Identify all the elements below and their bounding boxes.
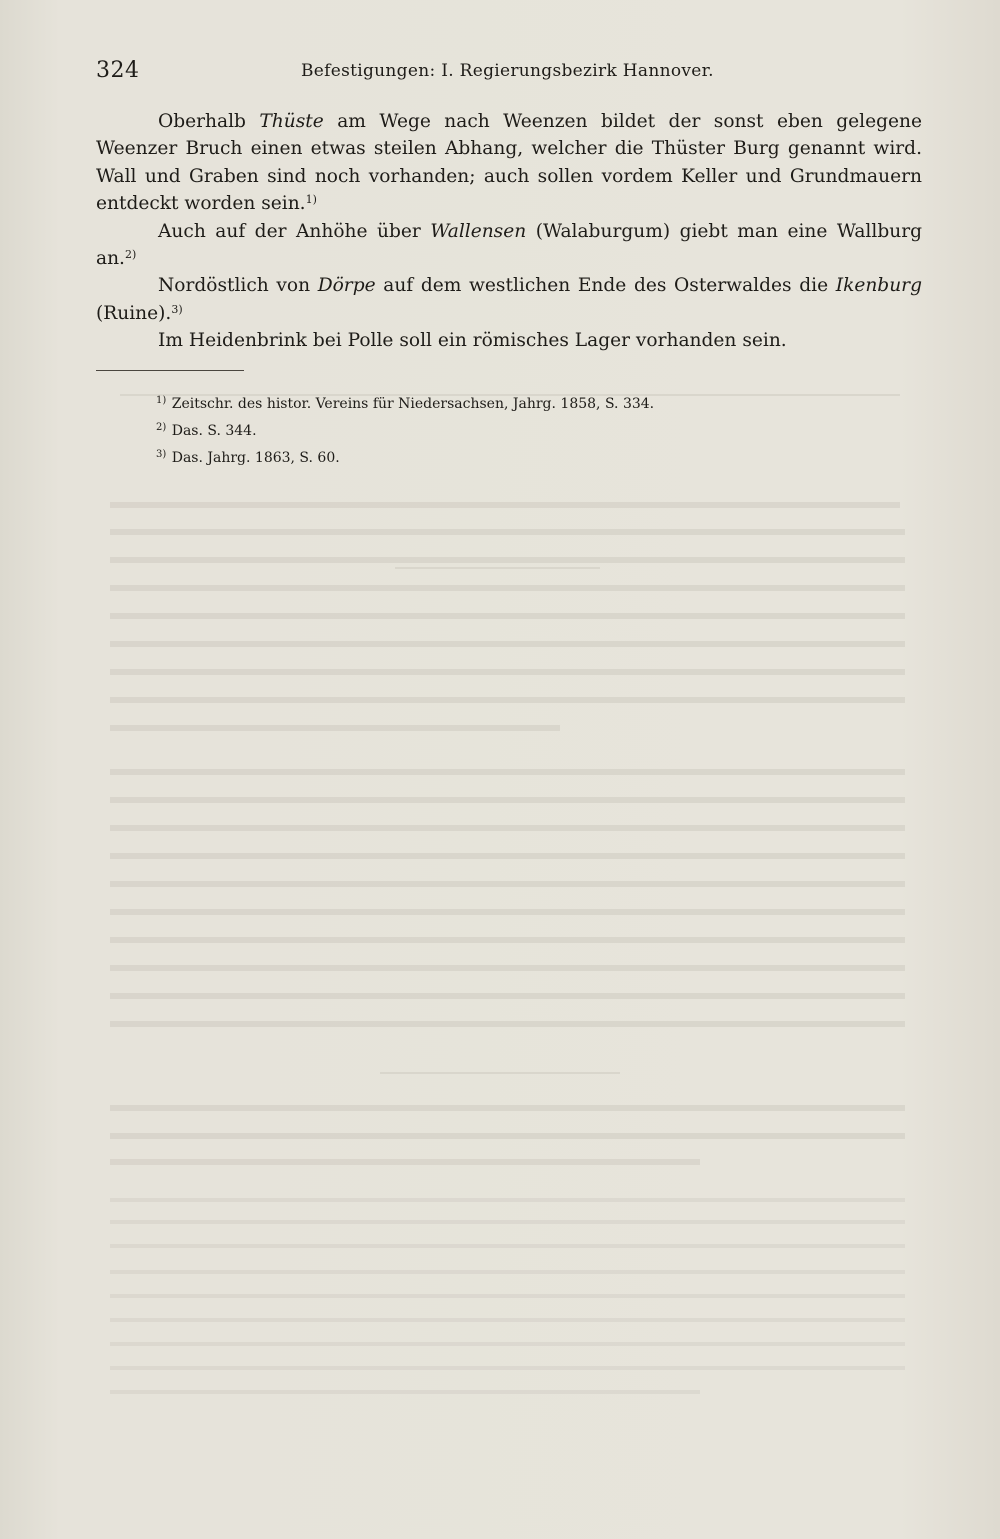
footnote-ref-2: 2) bbox=[124, 248, 137, 262]
place-ikenburg: Ikenburg bbox=[835, 275, 922, 297]
footnote-2: $^{2)}$ Das. S. 344. bbox=[156, 422, 257, 439]
paragraph-wallensen: Auch auf der Anhöhe über Wallensen (Walaburgum) giebt man eine Wallburg an.$^{2)}$ bbox=[96, 220, 922, 270]
paragraph-thueste: Oberhalb Thüste am Wege nach Weenzen bildet der sonst eben gelegene Weenzer Bruch einen etwas steilen Abhang, welcher die Thüster Burg genannt wird. Wall und Graben sind noch vorhanden; auch sollen vordem Keller und Grundmauern entdeckt worden sein.$^{1)}$ bbox=[96, 111, 923, 215]
footnote-ref-3: 3) bbox=[171, 302, 183, 316]
footnote-ref-1: 1) bbox=[305, 193, 317, 207]
place-wallensen: Wallensen bbox=[430, 220, 527, 242]
place-doerpe: Dörpe bbox=[317, 275, 376, 297]
body-text bbox=[96, 108, 922, 355]
paragraph-doerpe: Nordöstlich von Dörpe auf dem westlichen Ende des Osterwaldes die Ikenburg (Ruine).$^{3)}$ bbox=[96, 275, 922, 324]
footnote-separator bbox=[96, 370, 244, 371]
paragraph-polle: Im Heidenbrink bei Polle soll ein römisches Lager vorhanden sein. bbox=[158, 330, 787, 352]
page-header bbox=[96, 58, 926, 88]
running-head: Befestigungen: I. Regierungsbezirk Hannover. bbox=[301, 61, 714, 81]
page-number: 324 bbox=[96, 58, 140, 83]
place-thueste: Thüste bbox=[259, 111, 324, 132]
footnote-1: $^{1)}$ Zeitschr. des histor. Vereins für Niedersachsen, Jahrg. 1858, S. 334. bbox=[156, 395, 655, 412]
footnote-3: $^{3)}$ Das. Jahrg. 1863, S. 60. bbox=[156, 449, 340, 466]
footnotes bbox=[156, 389, 856, 470]
